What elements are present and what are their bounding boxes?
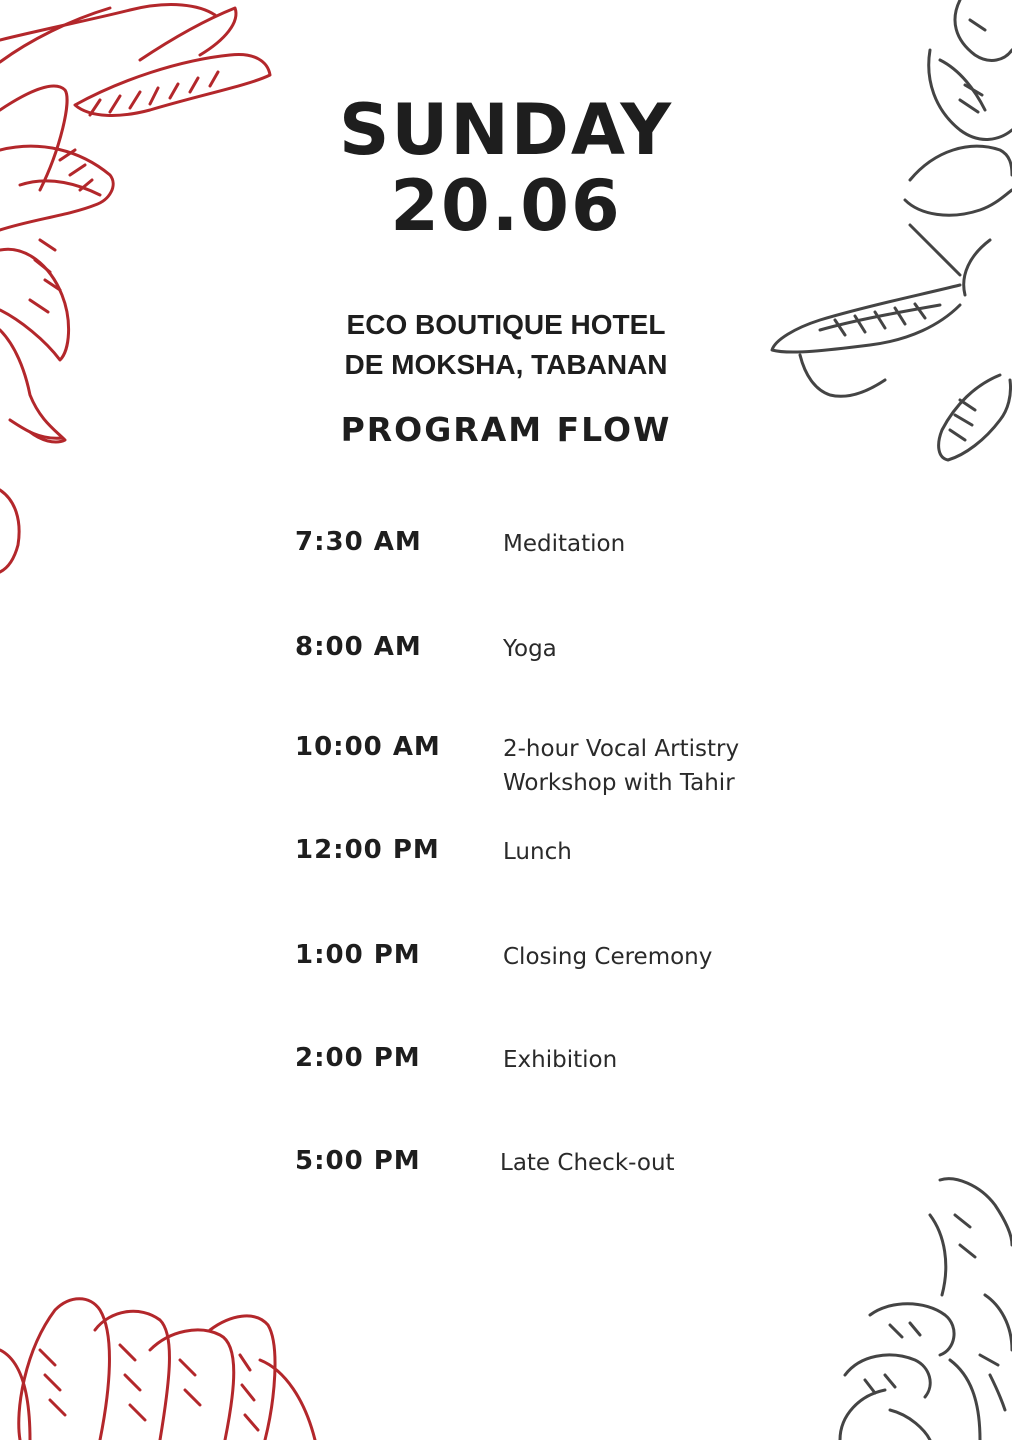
schedule-time: 5:00 PM — [295, 1146, 421, 1176]
schedule-item — [0, 940, 1012, 1020]
schedule-activity: Meditation — [503, 531, 626, 557]
page-title-day: SUNDAY — [338, 89, 674, 171]
page-title-date: 20.06 — [390, 165, 622, 247]
schedule-time: 7:30 AM — [295, 527, 422, 557]
schedule-item — [0, 1043, 1012, 1123]
schedule-item — [0, 732, 1012, 812]
schedule-time: 12:00 PM — [295, 835, 440, 865]
schedule-time: 1:00 PM — [295, 940, 421, 970]
schedule-item — [0, 1146, 1012, 1226]
schedule-activity: Late Check-out — [500, 1150, 675, 1176]
schedule-activity: Exhibition — [503, 1047, 618, 1073]
schedule-activity: 2-hour Vocal Artistry Workshop with Tahir — [503, 736, 740, 796]
red-lily-illustration — [0, 0, 280, 580]
schedule-item — [0, 835, 1012, 915]
schedule-time: 2:00 PM — [295, 1043, 421, 1073]
schedule-item — [0, 632, 1012, 712]
schedule-activity: Closing Ceremony — [503, 944, 713, 970]
schedule-time: 8:00 AM — [295, 632, 422, 662]
schedule-activity: Lunch — [503, 839, 572, 865]
schedule-time: 10:00 AM — [295, 732, 441, 762]
venue-line-2: DE MOKSHA, TABANAN — [344, 349, 668, 380]
schedule-item — [0, 527, 1012, 607]
section-title: PROGRAM FLOW — [340, 410, 672, 449]
schedule-activity: Yoga — [503, 636, 557, 662]
red-flower-illustration — [0, 1290, 330, 1440]
venue-line-1: ECO BOUTIQUE HOTEL — [346, 309, 666, 340]
